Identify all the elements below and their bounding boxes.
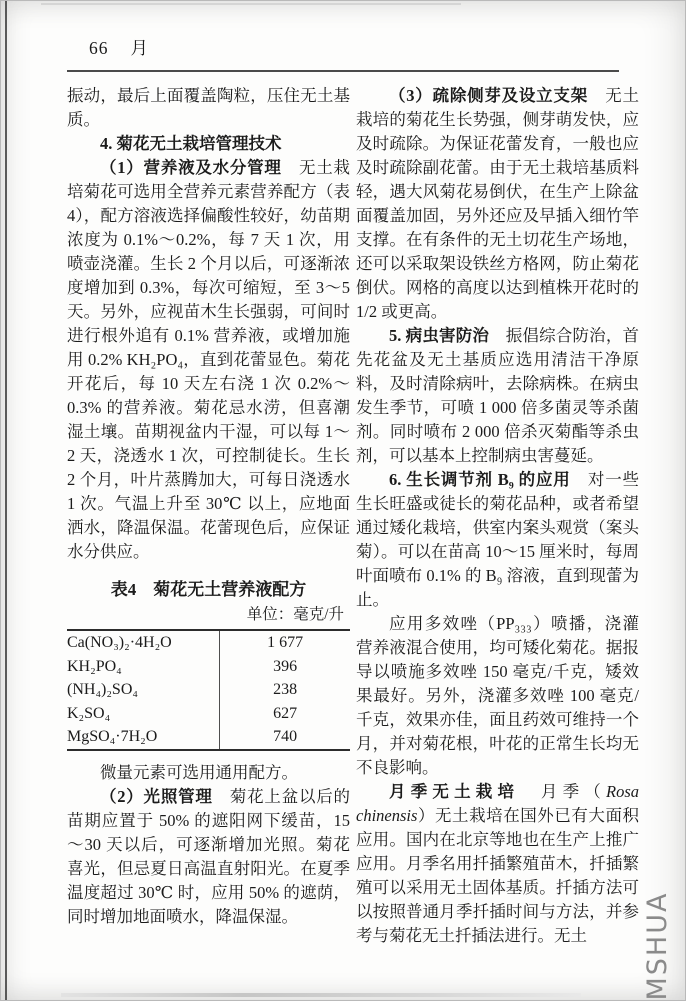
text-segment: （2）光照管理 <box>100 786 213 806</box>
scan-edge-bottom <box>61 993 581 997</box>
nutrient-table <box>67 629 350 751</box>
table-row <box>67 655 350 679</box>
paragraph <box>356 780 639 948</box>
paragraph <box>67 156 350 564</box>
right-column <box>356 84 639 948</box>
text-segment: 无土栽培的菊花生长势强，侧芽萌发快，应及时疏除。为保证花蕾发育，一般也应及时疏除副花蕾。由于无土栽培基质料轻，遇大风菊花易倒伏，在生产上除盆面覆盖加固，另外还应及早插入细竹竿支撑。在有条件的无土切花生产场地，还可以采取架设铁丝方格网，防止菊花倒伏。网格的高度以达到植株开花时的 1/2 或更高。 <box>356 86 640 321</box>
table-row <box>67 725 350 750</box>
compound-cell: K₂SO₄ <box>67 702 220 726</box>
text-segment: 振动，最后上面覆盖陶粒，压住无土基质。 <box>67 86 350 129</box>
paragraph <box>356 324 639 468</box>
text-segment: 对一些生长旺盛或徒长的菊花品种，或者希望通过矮化栽培，供室内案头观赏（案头菊）。可以在苗高 10～15 厘米时，每周叶面喷布 0.1% 的 B₉ 溶液，直到现蕾为止。 <box>356 470 640 609</box>
text-segment: 6. 生长调节剂 B₉ 的应用 <box>389 470 571 489</box>
paragraph <box>356 84 639 324</box>
nutrient-table-block <box>67 577 350 751</box>
paragraph <box>67 132 350 156</box>
scan-edge-left <box>5 1 7 1000</box>
table-row <box>67 702 350 726</box>
value-cell: 238 <box>273 681 298 698</box>
text-segment: （3）疏除侧芽及设立支架 <box>389 86 588 105</box>
text-segment: Rosa chinensis <box>356 782 640 825</box>
table-unit-label: 单位：毫克/升 <box>246 606 344 623</box>
paragraph <box>67 84 350 132</box>
text-segment: （1）营养液及水分管理 <box>100 158 282 177</box>
text-segment: 菊花上盆以后的苗期应置于 50% 的遮阳网下缓苗，15～30 天以后，可逐渐增加光照。菊花喜光，但忌夏日高温直射阳光。在夏季温度超过 30℃ 时，应用 50% 的遮荫，同时增加地面喷水，降温保湿。 <box>67 786 351 926</box>
scan-edge-top <box>41 3 461 5</box>
text-segment: 月季（ <box>519 782 607 801</box>
paragraph <box>67 785 350 929</box>
page-number: 66 <box>89 38 109 58</box>
value-cell: 1 677 <box>267 634 304 651</box>
table-row <box>67 630 350 655</box>
compound-cell: (NH₄)₂SO₄ <box>67 678 220 702</box>
text-segment: 4. 菊花无土栽培管理技术 <box>100 134 282 153</box>
value-cell: 396 <box>273 657 298 675</box>
paragraph <box>356 468 639 612</box>
text-segment: 月季无土栽培 <box>389 782 520 801</box>
compound-cell: MgSO₄·7H₂O <box>67 725 220 750</box>
watermark-text: MSHUA <box>642 891 673 1001</box>
header-rule <box>67 70 619 72</box>
text-segment: 应用多效唑（PP₃₃₃）喷播，浇灌营养液混合使用，均可矮化菊花。据报导以喷施多效唑 150 毫克/千克，矮效果最好。另外，浇灌多效唑 100 毫克/千克，效果亦佳，面且药效可维持一个月，并对菊花根，叶花的正常生长均无不良影响。 <box>356 614 639 777</box>
left-column <box>67 84 350 929</box>
value-cell: 627 <box>273 704 298 722</box>
value-cell: 740 <box>273 728 298 745</box>
left-column-text-bottom <box>67 761 350 929</box>
text-segment: 无土栽培菊花可选用全营养元素营养配方（表4），配方溶液选择偏酸性较好，幼苗期浓度为 0.1%～0.2%，每 7 天 1 次，用喷壶浇灌。生长 2 个月以后，可逐渐浓度增加到 0.3%，每次可缩短，至 3～5 天。另外，应视苗木生长强弱，可间时进行根外追有 0.1% 营养液，或增加施用 0.2% KH₂PO₄，直到花蕾显色。菊花开花后，每 10 天左右浇 1 次 0.2%～0.3% 的营养液。菊花忌水涝，但喜潮湿土壤。苗期视盆内干湿，可以每 1～2 天，浇透水 1 次，可控制徒长。生长 2 个月，叶片蒸腾加大，可每日浇透水 1 次。气温上升至 30℃ 以上，应地面洒水，降温保温。花蕾现色后，应保证水分供应。 <box>67 158 351 561</box>
compound-cell: KH₂PO₄ <box>67 655 220 679</box>
left-column-text-top <box>67 84 350 564</box>
table-row <box>67 678 350 702</box>
paragraph <box>67 761 350 785</box>
text-segment: ）无土栽培在国外已有大面积应用。国内在北京等地也在生产上推广应用。月季名用扦插繁殖苗木，扦插繁殖可以采用无土固体基质。扦插方法可以按照普通月季扦插时间与方法，并参考与菊花无土扦插法进行。无土 <box>356 806 639 945</box>
text-segment: 5. 病虫害防治 <box>389 326 490 345</box>
compound-cell: Ca(NO₃)₂·4H₂O <box>67 630 220 655</box>
paragraph <box>356 612 639 780</box>
text-segment: 振倡综合防治，首先花盆及无土基质应选用清洁干净原料，及时清除病叶，去除病株。在病虫发生季节，可喷 1 000 倍多菌灵等杀菌剂。同时喷布 2 000 倍杀灭菊酯等杀虫剂，可以基本上控制病虫害蔓延。 <box>356 326 640 465</box>
text-segment: 微量元素可选用通用配方。 <box>100 762 298 782</box>
running-title: 月 <box>130 38 149 58</box>
table-caption: 表4 菊花无土营养液配方 <box>110 580 307 599</box>
page-header <box>89 35 149 60</box>
